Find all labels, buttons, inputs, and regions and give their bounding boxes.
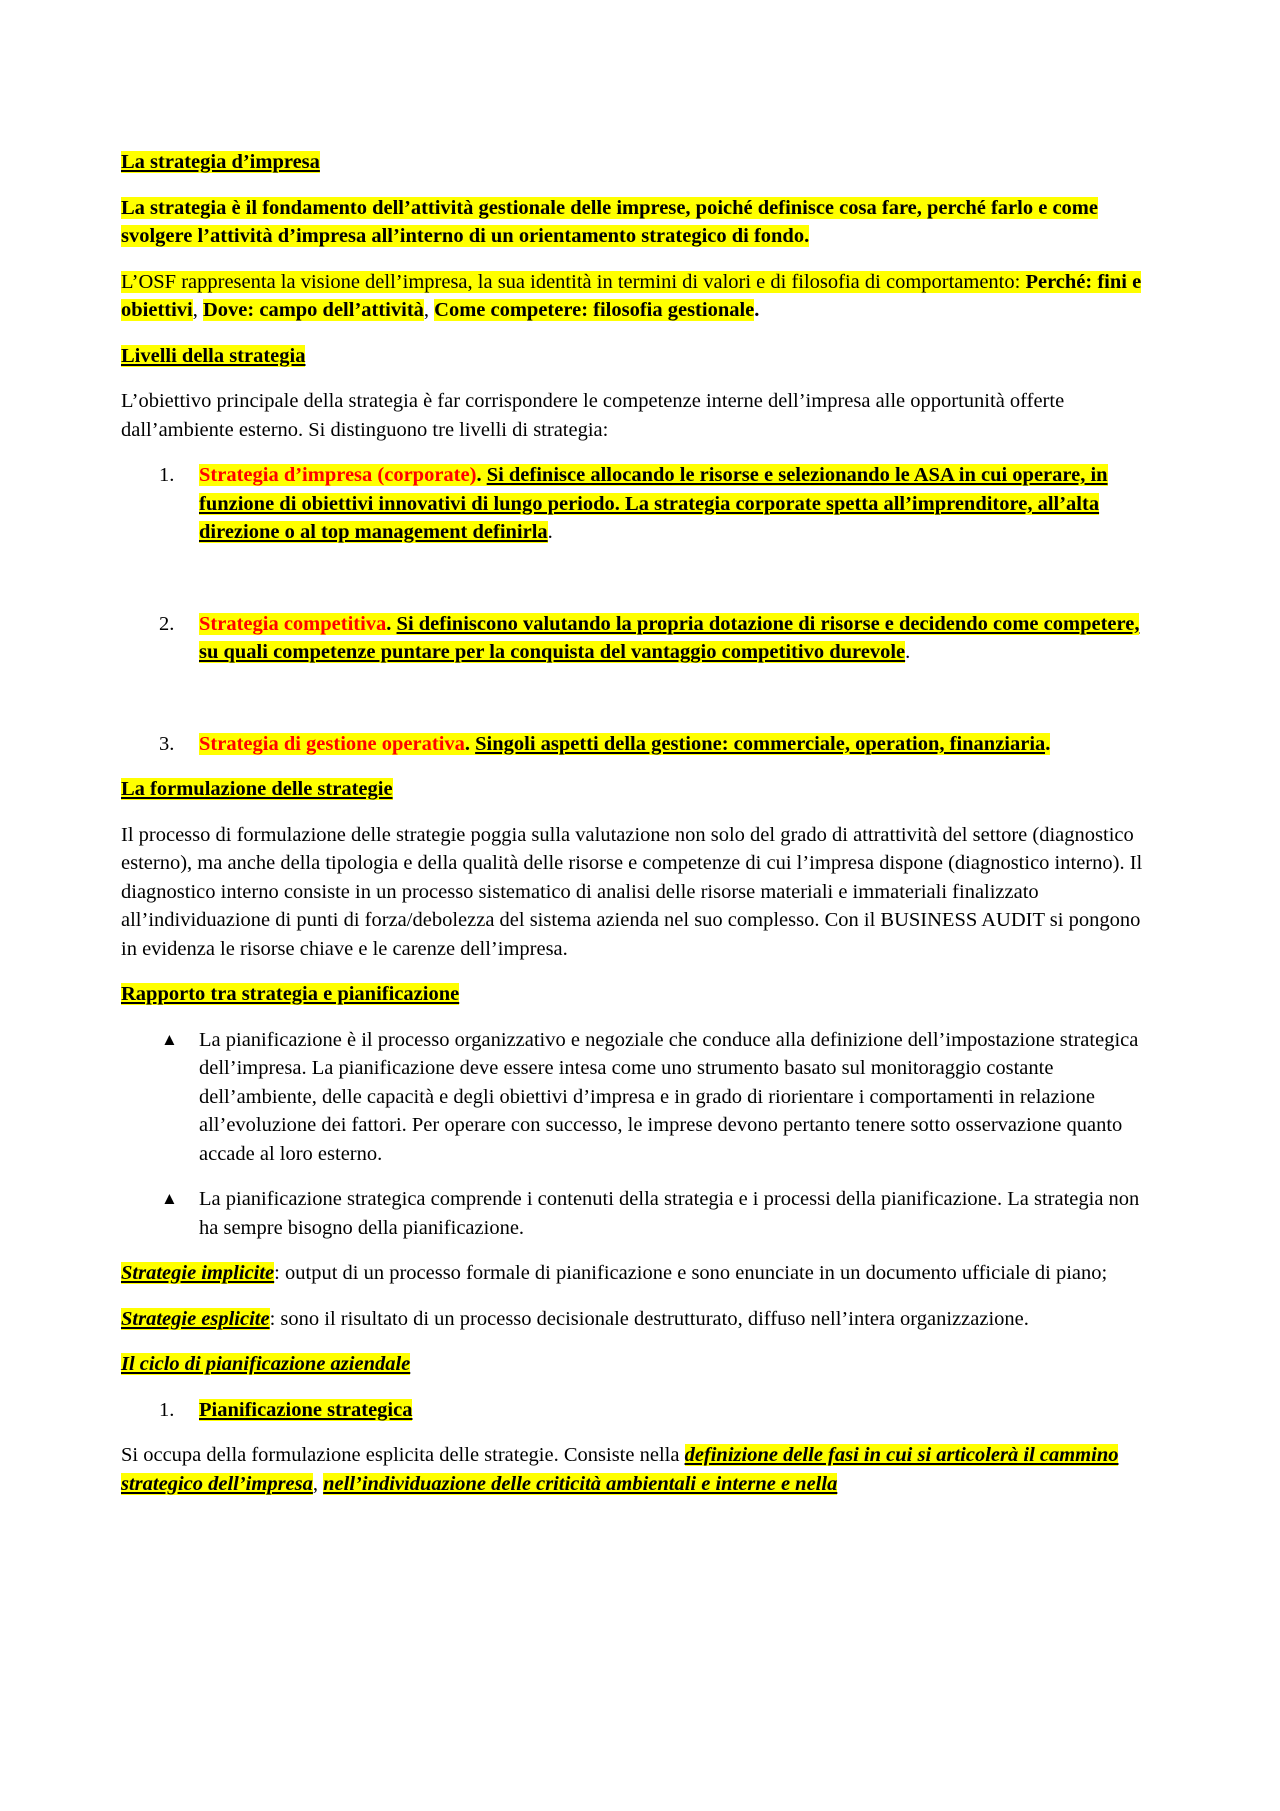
cycle-heading xyxy=(121,1350,1161,1379)
explicit-text: : sono il risultato di un processo decisionale destrutturato, diffuso nell’intera organizzazione. xyxy=(269,1307,1029,1330)
level-end: . xyxy=(1045,732,1051,755)
triangle-bullet-icon: ▲ xyxy=(161,1189,178,1208)
planning-heading xyxy=(121,980,1161,1009)
cycle-sep: , xyxy=(312,1472,324,1495)
document-title xyxy=(121,148,1161,177)
cycle-list xyxy=(121,1396,1161,1425)
list-number: 3. xyxy=(159,732,175,755)
osf-item-why: Perché: fini e obiettivi xyxy=(121,270,1142,321)
formulation-heading xyxy=(121,775,1161,804)
levels-list xyxy=(121,461,1161,758)
level-name: Strategia competitiva xyxy=(199,612,387,635)
formulation-paragraph: Il processo di formulazione delle strategie poggia sulla valutazione non solo del grado di attrattività del settore (diagnostico esterno), ma anche della tipologia e della qualità delle risorse e competenze di cui l’impresa dispone (diagnostico interno). Il diagnostico interno consiste in un processo sistematico di analisi delle risorse materiali e immateriali finalizzato all’individuazione di punti di forza/debolezza del sistema azienda nel suo complesso. Con il BUSINESS AUDIT si pongono in evidenza le risorse chiave e le carenze dell’impresa. xyxy=(121,823,1143,960)
cycle-heading-text: Il ciclo di pianificazione aziendale xyxy=(121,1353,411,1375)
implicit-text: : output di un processo formale di pianificazione e sono enunciate in un documento ufficiale di piano; xyxy=(274,1262,1108,1284)
level-end: . xyxy=(905,641,911,663)
levels-heading xyxy=(121,342,1161,371)
level-end: . xyxy=(547,521,553,543)
list-number: 2. xyxy=(159,612,175,635)
level-item xyxy=(121,730,1161,759)
bullet-text: La pianificazione è il processo organizzativo e negoziale che conduce alla definizione dell’impostazione strategica dell’impresa. La pianificazione deve essere intesa come uno strumento basato sul monitoraggio costante dell’ambiente, delle capacità e degli obiettivi d’impresa e in grado di riorientare i comportamenti in relazione all’evoluzione dei fattori. Per operare con successo, le imprese devono pertanto tenere sotto osservazione quanto accade al loro esterno. xyxy=(199,1028,1139,1165)
explicit-term: Strategie esplicite xyxy=(121,1307,270,1330)
levels-heading-text: Livelli della strategia xyxy=(121,344,306,367)
level-name: Strategia d’impresa (corporate) xyxy=(199,464,477,486)
title-text: La strategia d’impresa xyxy=(121,151,320,173)
explicit-paragraph xyxy=(121,1305,1161,1334)
list-item xyxy=(121,1026,1161,1169)
cycle-paragraph xyxy=(121,1441,1161,1498)
cycle-emphasis-2: nell’individuazione delle criticità ambientali e interne e nella xyxy=(323,1472,838,1495)
list-item xyxy=(121,1185,1161,1242)
intro-text: La strategia è il fondamento dell’attività gestionale delle imprese, poiché definisce cosa fare, perché farlo e come svolgere l’attività d’impresa all’interno di un orientamento strategico di fondo. xyxy=(121,196,1098,247)
level-dot: . xyxy=(386,612,397,635)
osf-item-how: Come competere: filosofia gestionale xyxy=(434,299,755,321)
cycle-item-label: Pianificazione strategica xyxy=(199,1398,413,1421)
cycle-lead: Si occupa della formulazione esplicita delle strategie. Consiste nella xyxy=(121,1444,685,1466)
cycle-emphasis-1: definizione delle fasi in cui si articolerà il cammino strategico dell’impresa xyxy=(121,1444,1119,1495)
level-item xyxy=(121,610,1161,667)
triangle-bullet-icon: ▲ xyxy=(161,1029,178,1049)
implicit-paragraph xyxy=(121,1259,1161,1288)
osf-sep-1: , xyxy=(192,299,203,321)
formulation-heading-text: La formulazione delle strategie xyxy=(121,778,393,800)
osf-paragraph xyxy=(121,268,1161,325)
list-number: 1. xyxy=(159,1398,175,1421)
intro-paragraph xyxy=(121,194,1161,251)
implicit-term: Strategie implicite xyxy=(121,1262,275,1284)
list-number: 1. xyxy=(159,464,175,486)
level-description: Singoli aspetti della gestione: commerciale, operation, finanziaria xyxy=(475,732,1046,755)
level-name: Strategia di gestione operativa xyxy=(199,732,465,755)
levels-paragraph: L’obiettivo principale della strategia è far corrispondere le competenze interne dell’impresa alle opportunità offerte dall’ambiente esterno. Si distinguono tre livelli di strategia: xyxy=(121,390,1065,441)
level-description: Si definiscono valutando la propria dotazione di risorse e decidendo come competere, su quali competenze puntare per la conquista del vantaggio competitivo durevole xyxy=(199,612,1140,663)
level-dot: . xyxy=(464,732,476,755)
osf-end: . xyxy=(754,299,760,321)
osf-lead: L’OSF rappresenta la visione dell’impresa, la sua identità in termini di valori e di filosofia di comportamento: xyxy=(121,270,1026,293)
level-dot: . xyxy=(476,464,487,486)
planning-bullet-list xyxy=(121,1026,1161,1243)
cycle-item xyxy=(121,1396,1161,1425)
bullet-text: La pianificazione strategica comprende i contenuti della strategia e i processi della pianificazione. La strategia non ha sempre bisogno della pianificazione. xyxy=(199,1188,1140,1239)
document-page xyxy=(121,148,1161,1515)
osf-sep-2: , xyxy=(423,299,435,321)
planning-heading-text: Rapporto tra strategia e pianificazione xyxy=(121,983,460,1005)
level-item xyxy=(121,461,1161,547)
level-description: Si definisce allocando le risorse e selezionando le ASA in cui operare, in funzione di obiettivi innovativi di lungo periodo. La strategia corporate spetta all’imprenditore, all’alta direzione o al top management definirla xyxy=(199,464,1108,543)
osf-item-where: Dove: campo dell’attività xyxy=(203,299,424,321)
